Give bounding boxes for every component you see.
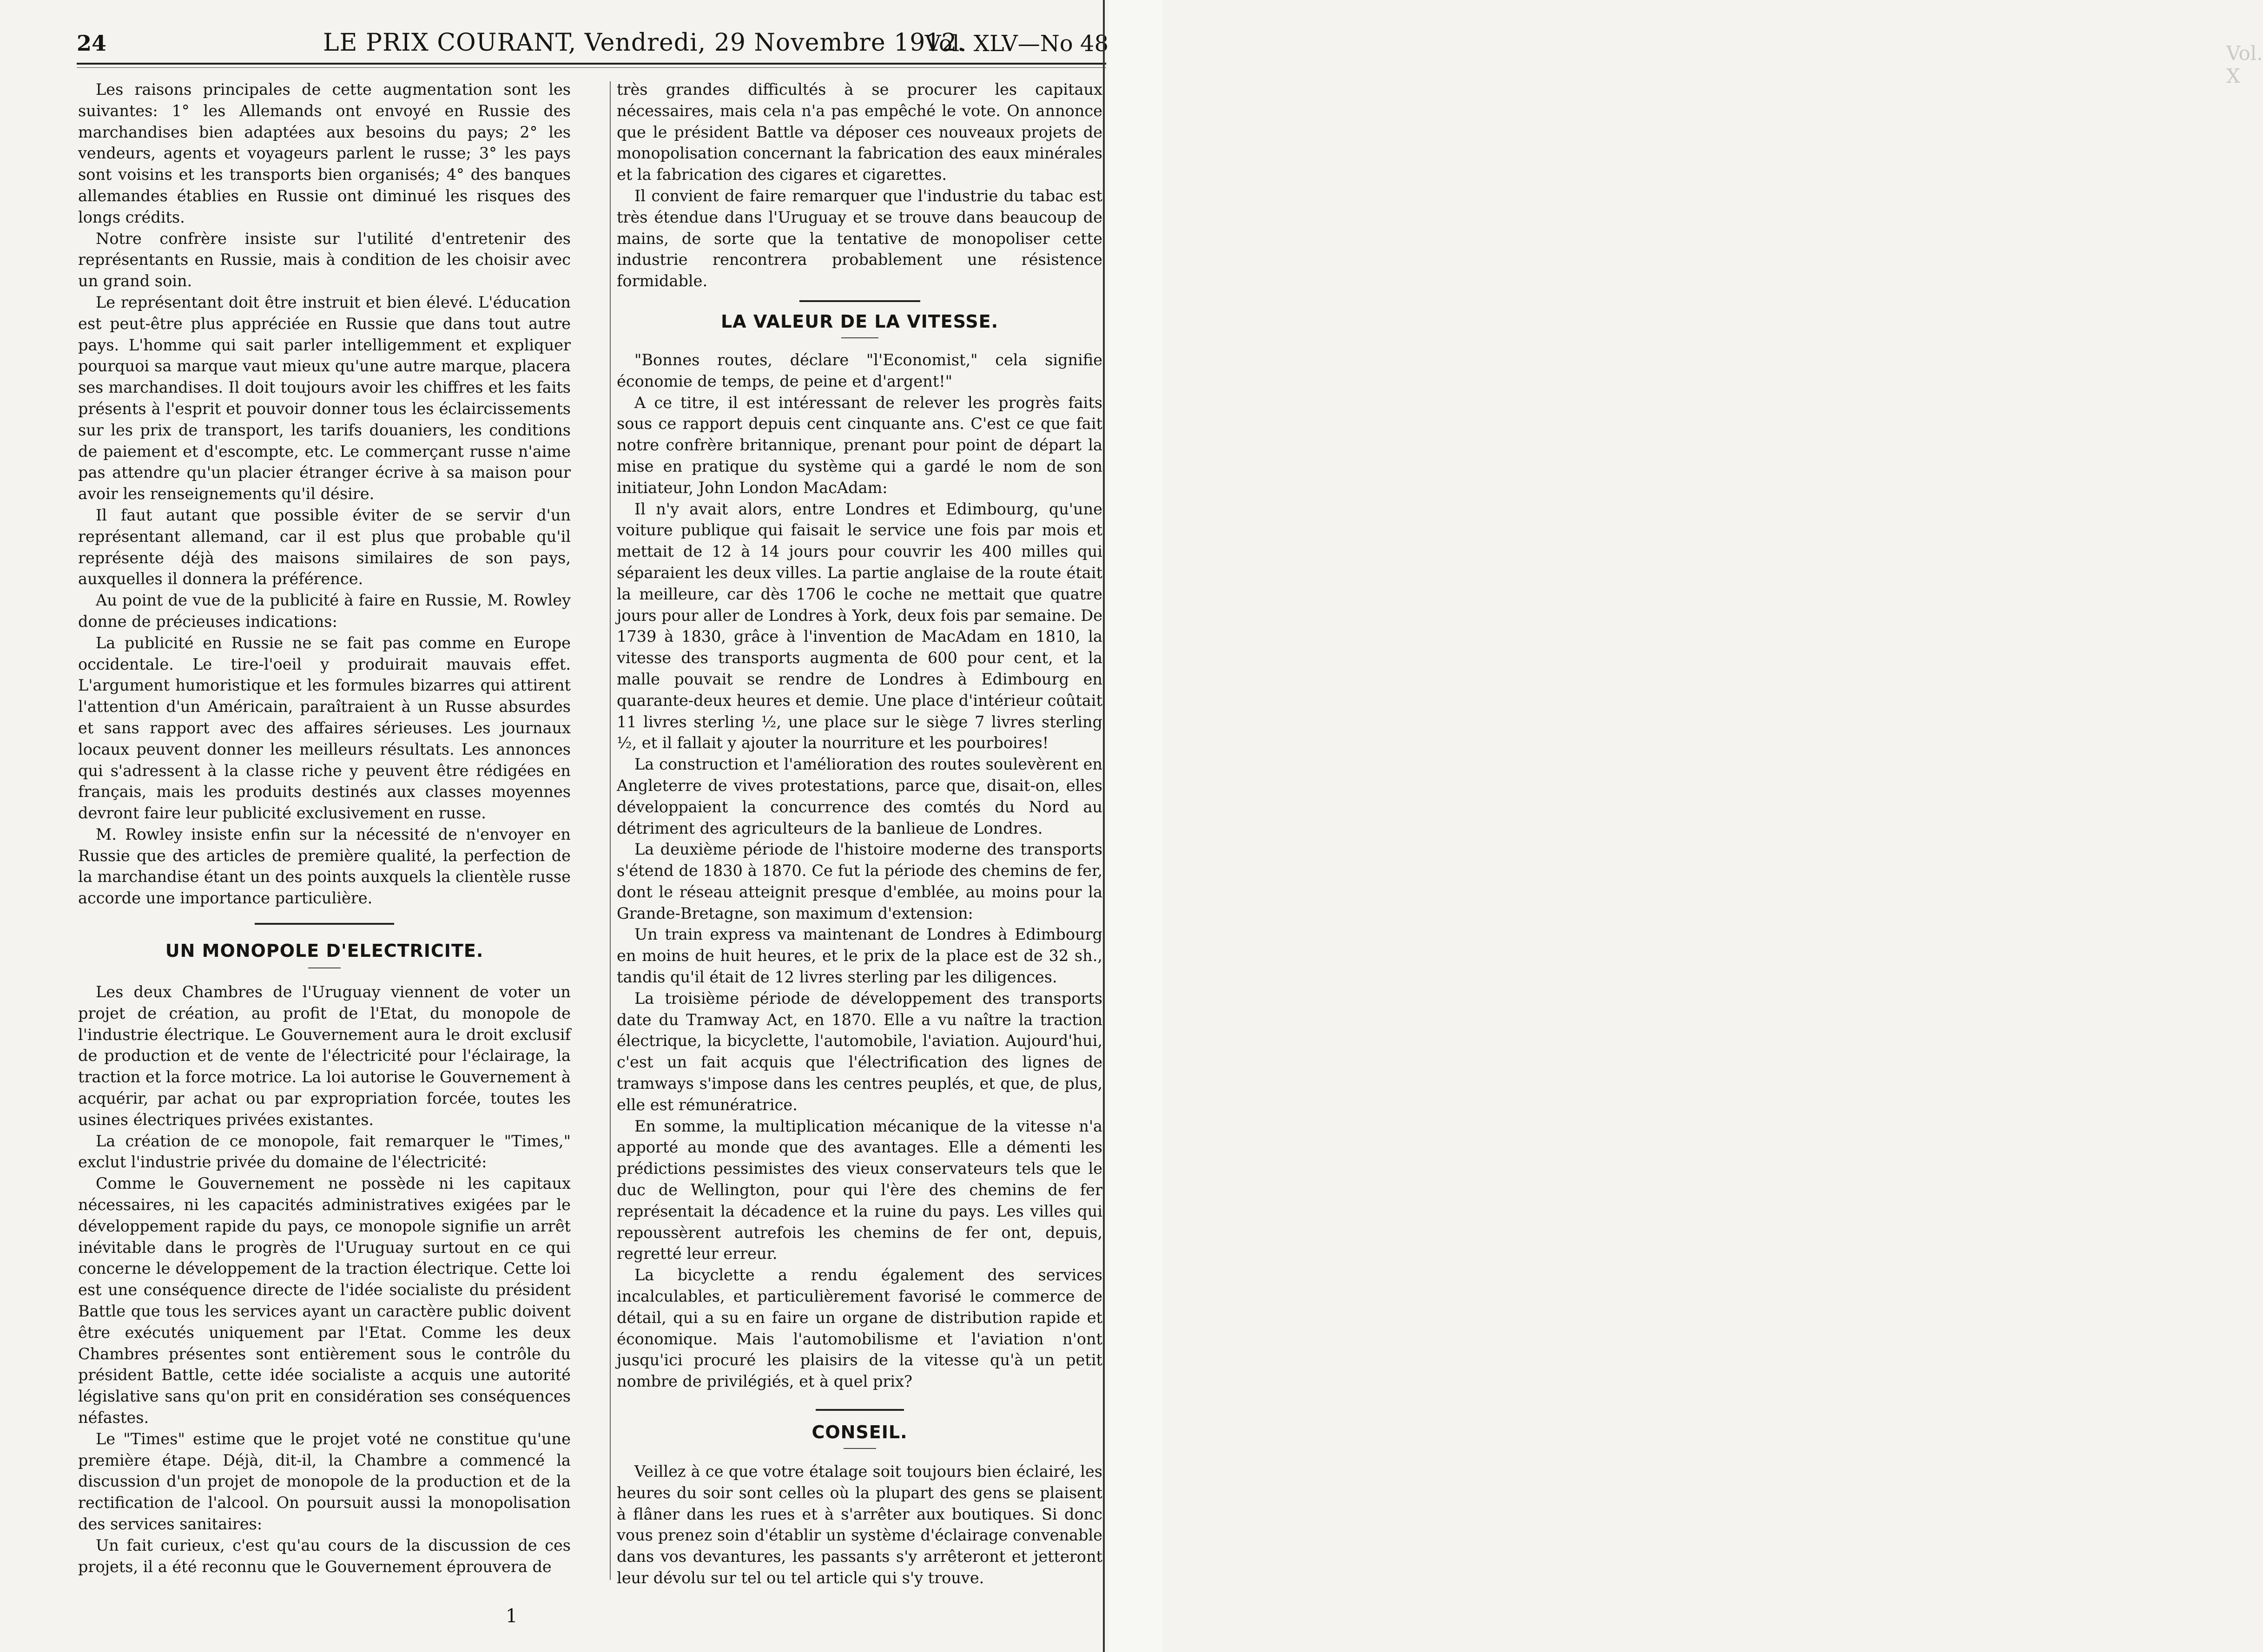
article-quote: La publicité en Russie ne se fait pas comme en Europe occidentale. Le tire-l'oeil y produirait mauvais effet. L'argument humoristique et les formules bizarres qui attirent l'attention d'un Américain, paraîtraient à un Russe absurdes et sans rapport avec des affaires sérieuses. Les journaux locaux peuvent donner les meilleurs résultats. Les annonces qui s'adressent à la classe riche y peuvent être rédigées en français, mais les produits destinés aux classes moyennes devront faire leur publicité exclusivement en russe. (78, 633, 571, 823)
article-paragraph: "Bonnes routes, déclare "l'Economist," cela signifie économie de temps, de peine et d'argent!" (617, 350, 1102, 390)
section-heading-monopole: UN MONOPOLE D'ELECTRICITE. (165, 941, 484, 961)
publication-title: LE PRIX COURANT, Vendredi, 29 Novembre 1912. (323, 29, 966, 57)
left-column (78, 79, 571, 1577)
article-paragraph: Veillez à ce que votre étalage soit toujours bien éclairé, les heures du soir sont celles où la plupart des gens se plaisent à flâner dans les rues et à s'arrêter aux boutiques. Si donc vous prenez soin d'établir un système d'éclairage convenable dans vos devantures, les passants s'y arrêteront et jetteront leur dévolu sur tel ou tel article qui s'y trouve. (617, 1462, 1102, 1587)
article-quote: Comme le Gouvernement ne possède ni les capitaux nécessaires, ni les capacités administratives exigées par le développement rapide du pays, ce monopole signifie un arrêt inévitable dans le progrès de l'Uruguay surtout en ce qui concerne le développement de la traction électrique. Cette loi est une conséquence directe de l'idée socialiste du président Battle que tous les services ayant un caractère public doivent être exécutés uniquement par l'Etat. Comme les deux Chambres présentes sont entièrement sous le contrôle du président Battle, cette idée socialiste a acquis une autorité législative sans qu'on prit en considération ses conséquences néfastes. (78, 1174, 571, 1427)
bleed-text: Vol. X (2226, 42, 2263, 87)
page-number: 24 (77, 31, 107, 56)
section-heading-vitesse: LA VALEUR DE LA VITESSE. (720, 311, 999, 332)
adjacent-page-bleed (1108, 0, 2263, 1652)
article-quote: Un fait curieux, c'est qu'au cours de la discussion de ces projets, il a été reconnu que le Gouvernement éprouvera de (78, 1536, 571, 1576)
page-header (77, 22, 1108, 64)
article-quote: La construction et l'amélioration des routes soulevèrent en Angleterre de vives protestations, parce que, disait-on, elles développaient la concurrence des comtés du Nord au détriment des agriculteurs de la banlieue de Londres. (617, 755, 1102, 837)
volume-number: Vol. XLV—No 48 (924, 31, 1108, 57)
article-paragraph: En somme, la multiplication mécanique de la vitesse n'a apporté au monde que des avantages. Elle a démenti les prédictions pessimistes des vieux conservateurs tels que le duc de Wellington, pour qui l'ère des chemins de fer représentait la décadence et la ruine du pays. Les villes qui repoussèrent autrefois les chemins de fer ont, depuis, regretté leur erreur. (617, 1117, 1102, 1263)
article-paragraph: La bicyclette a rendu également des services incalculables, et particulièrement favorisé le commerce de détail, qui a su en faire un organe de distribution rapide et économique. Mais l'automobilisme et l'aviation n'ont jusqu'ici procuré les plaisirs de la vitesse qu'à un petit nombre de privilégiés, et à quel prix? (617, 1266, 1102, 1391)
page-edge-line (1103, 0, 1105, 1652)
article-paragraph: Le représentant doit être instruit et bien élevé. L'éducation est peut-être plus appréciée en Russie que dans tout autre pays. L'homme qui sait parler intelligemment et expliquer pourquoi sa marque vaut mieux qu'une autre marque, placera ses marchandises. Il doit toujours avoir les chiffres et les faits présents à l'esprit et pouvoir donner tous les éclaircissements sur les prix de transport, les tarifs douaniers, les conditions de paiement et d'escompte, etc. Le commerçant russe n'aime pas attendre qu'un placier étranger écrive à sa maison pour avoir les renseignements qu'il désire. (78, 293, 571, 503)
article-paragraph: La création de ce monopole, fait remarquer le "Times," exclut l'industrie privée du domaine de l'électricité: (78, 1132, 571, 1172)
article-paragraph: Les raisons principales de cette augmentation sont les suivantes: 1° les Allemands ont envoyé en Russie des marchandises bien adaptées aux besoins du pays; 2° les vendeurs, agents et voyageurs parlent le russe; 3° les pays sont voisins et les transports bien organisés; 4° des banques allemandes établies en Russie ont diminué les risques des longs crédits. (78, 80, 571, 226)
article-paragraph: Il faut autant que possible éviter de se servir d'un représentant allemand, car il est plus que probable qu'il représente déjà des maisons similaires de son pays, auxquelles il donnera la préférence. (78, 506, 571, 588)
article-quote: Un train express va maintenant de Londres à Edimbourg en moins de huit heures, et le prix de la place est de 32 sh., tandis qu'il était de 12 livres sterling par les diligences. (617, 925, 1102, 987)
article-paragraph: A ce titre, il est intéressant de relever les progrès faits sous ce rapport depuis cent cinquante ans. C'est ce que fait notre confrère britannique, prenant pour point de départ la mise en pratique du système qui a gardé le nom de son initiateur, John London MacAdam: (617, 393, 1102, 497)
header-rule-thin (77, 67, 1106, 68)
right-column (617, 79, 1102, 1589)
article-paragraph: Notre confrère insiste sur l'utilité d'entretenir des représentants en Russie, mais à condition de les choisir avec un grand soin. (78, 229, 571, 290)
article-paragraph: Il convient de faire remarquer que l'industrie du tabac est très étendue dans l'Uruguay et se trouve dans beaucoup de mains, de sorte que la tentative de monopoliser cette industrie rencontrera probablement une résistence formidable. (617, 186, 1102, 290)
column-separator (610, 81, 611, 1580)
footer-mark: 1 (506, 1606, 518, 1627)
article-paragraph: Le "Times" estime que le projet voté ne constitue qu'une première étape. Déjà, dit-il, la Chambre a commencé la discussion d'un projet de monopole de la production et de la rectification de l'alcool. On poursuit aussi la monopolisation des services sanitaires: (78, 1429, 571, 1533)
article-paragraph: très grandes difficultés à se procurer les capitaux nécessaires, mais cela n'a pas empêché le vote. On annonce que le président Battle va déposer ces nouveaux projets de monopolisation concernant la fabrication des eaux minérales et la fabrication des cigares et cigarettes. (617, 80, 1102, 184)
article-paragraph: La deuxième période de l'histoire moderne des transports s'étend de 1830 à 1870. Ce fut la période des chemins de fer, dont le réseau atteignit presque d'emblée, au moins pour la Grande-Bretagne, son maximum d'extension: (617, 840, 1102, 922)
article-paragraph: M. Rowley insiste enfin sur la nécessité de n'envoyer en Russie que des articles de première qualité, la perfection de la marchandise étant un des points auxquels la clientèle russe accorde une importance particulière. (78, 825, 571, 908)
header-rule (77, 63, 1106, 65)
section-heading-conseil: CONSEIL. (812, 1422, 908, 1443)
article-paragraph: Les deux Chambres de l'Uruguay viennent de voter un projet de création, au profit de l'Etat, du monopole de l'industrie électrique. Le Gouvernement aura le droit exclusif de production et de vente de l'électricité pour l'éclairage, la traction et la force motrice. La loi autorise le Gouvernement à acquérir, par achat ou par expropriation forcée, toutes les usines électriques privées existantes. (78, 983, 571, 1129)
article-quote: Il n'y avait alors, entre Londres et Edimbourg, qu'une voiture publique qui faisait le service une fois par mois et mettait de 12 à 14 jours pour couvrir les 400 milles qui séparaient les deux villes. La partie anglaise de la route était la meilleure, car dès 1706 le coche ne mettait que quatre jours pour aller de Londres à York, deux fois par semaine. De 1739 à 1830, grâce à l'invention de MacAdam en 1810, la vitesse des transports augmenta de 600 pour cent, et la malle pouvait se rendre de Londres à Edimbourg en quarante-deux heures et demie. Une place d'intérieur coûtait 11 livres sterling ½, une place sur le siège 7 livres sterling ½, et il fallait y ajouter la nourriture et les pourboires! (617, 500, 1102, 752)
article-paragraph: La troisième période de développement des transports date du Tramway Act, en 1870. Elle a vu naître la traction électrique, la bicyclette, l'automobile, l'aviation. Aujourd'hui, c'est un fait acquis que l'électrification des lignes de tramways s'impose dans les centres peuplés, et que, de plus, elle est rémunératrice. (617, 989, 1102, 1114)
article-paragraph: Au point de vue de la publicité à faire en Russie, M. Rowley donne de précieuses indications: (78, 591, 571, 631)
